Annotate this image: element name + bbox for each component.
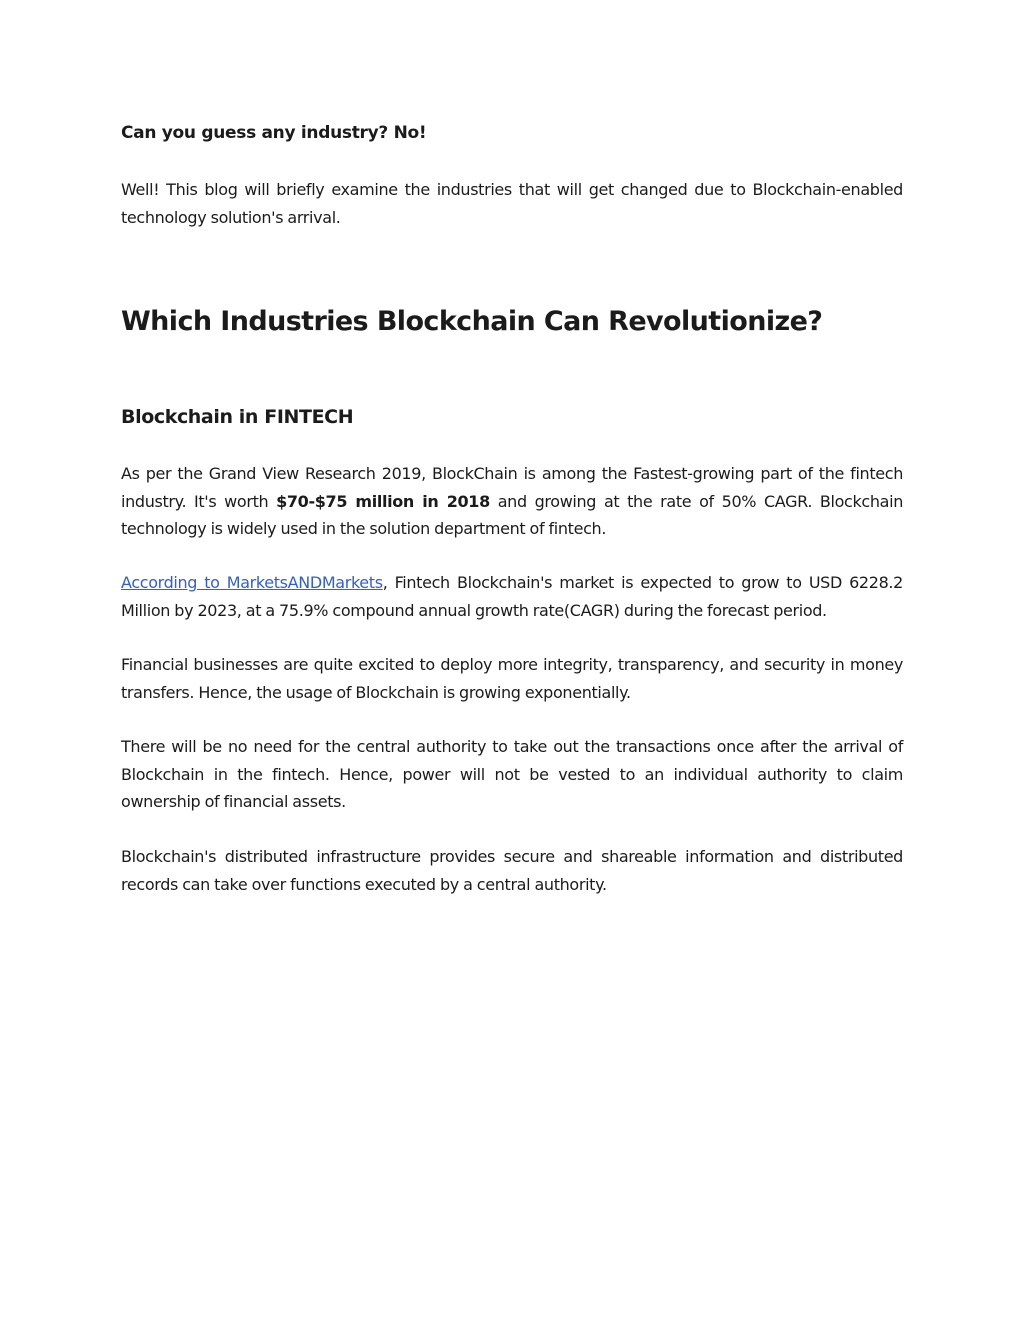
fintech-paragraph-1 <box>121 460 903 543</box>
marketsandmarkets-link[interactable]: According to MarketsANDMarkets <box>121 573 383 592</box>
fintech-paragraph-3: Financial businesses are quite excited to deploy more integrity, transparency, and security in money transfers. Hence, the usage of Blockchain is growing exponentially. <box>121 655 903 702</box>
section-heading: Blockchain in FINTECH <box>121 406 354 428</box>
fintech-paragraph-2 <box>121 569 903 624</box>
p1-text-before: As per the Grand View Research 2019, BlockChain is among the Fastest-growing part of the fintech industry. It's worth <box>121 464 903 511</box>
p2-text-after: , Fintech Blockchain's market is expected to grow to USD 6228.2 Million by 2023, at a 75.9% compound annual growth rate(CAGR) during the forecast period. <box>121 573 903 620</box>
fintech-paragraph-5: Blockchain's distributed infrastructure provides secure and shareable information and distributed records can take over functions executed by a central authority. <box>121 847 903 894</box>
p1-text-after: and growing at the rate of 50% CAGR. Blockchain technology is widely used in the solution department of fintech. <box>121 491 903 538</box>
intro-paragraph: Well! This blog will briefly examine the industries that will get changed due to Blockchain-enabled technology solution's arrival. <box>121 180 903 227</box>
intro-question: Can you guess any industry? No! <box>121 123 427 143</box>
main-heading: Which Industries Blockchain Can Revolutionize? <box>121 306 823 337</box>
p1-bold-figure: $70-$75 million in 2018 <box>276 491 490 511</box>
fintech-paragraph-4: There will be no need for the central authority to take out the transactions once after the arrival of Blockchain in the fintech. Hence, power will not be vested to an individual authority to claim ownership of financial assets. <box>121 737 903 811</box>
